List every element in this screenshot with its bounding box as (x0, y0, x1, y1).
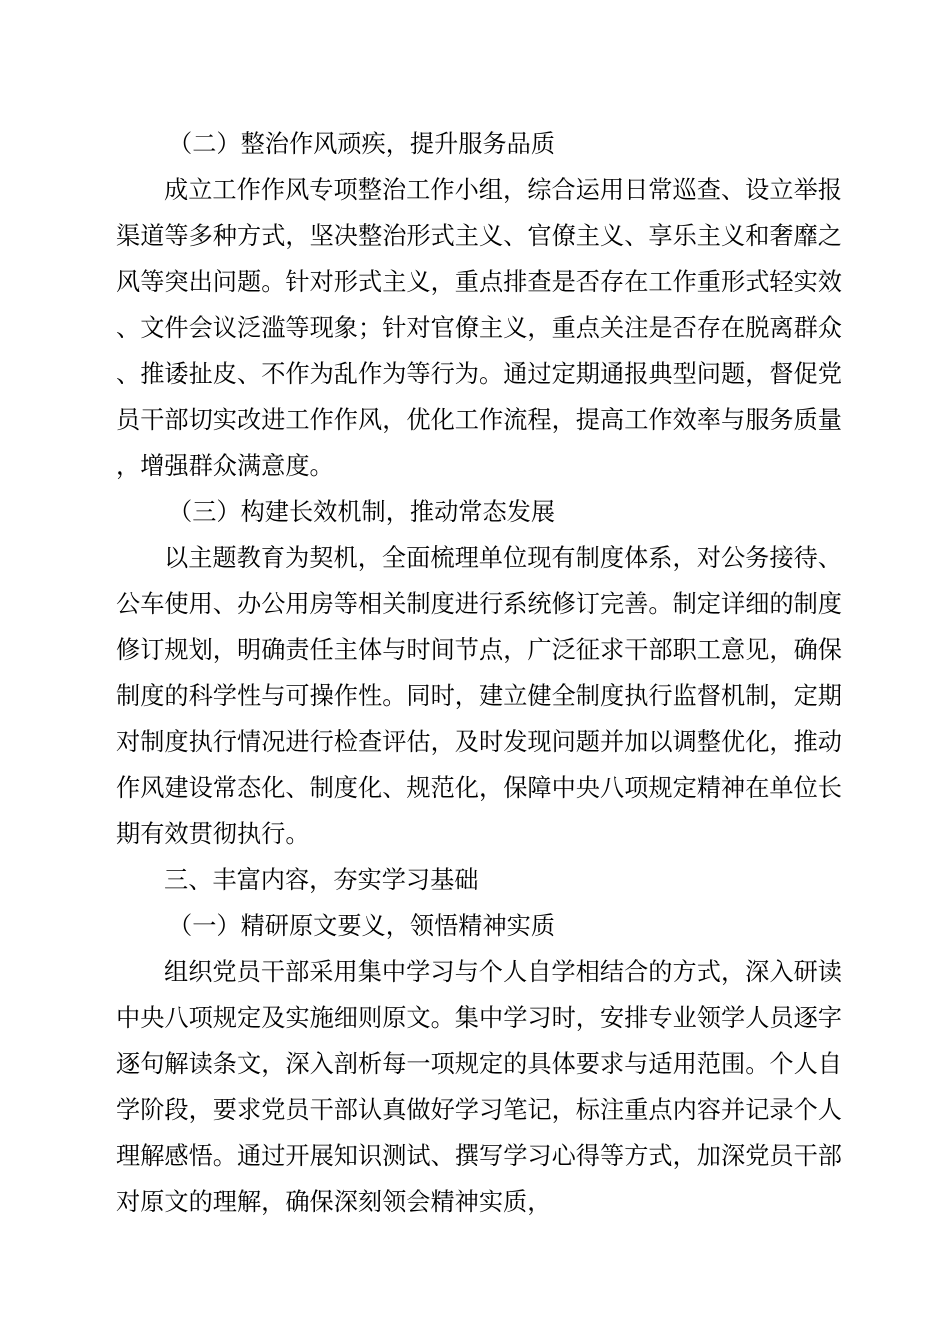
subheading-study-original-text: （一）精研原文要义，领悟精神实质 (168, 912, 556, 940)
paragraph-long-term-mechanism: 以主题教育为契机，全面梳理单位现有制度体系，对公务接待、公车使用、办公用房等相关制度进行系统修订完善。制定详细的制度修订规划，明确责任主体与时间节点，广泛征求干部职工意见，确保制度的科学性与可操作性。同时，建立健全制度执行监督机制，定期对制度执行情况进行检查评估，及时发现问题并加以调整优化，推动作风建设常态化、制度化、规范化，保障中央八项规定精神在单位长期有效贯彻执行。 (116, 544, 842, 848)
section-heading-enrich-content: 三、丰富内容，夯实学习基础 (164, 866, 479, 894)
paragraph-study-original-text: 组织党员干部采用集中学习与个人自学相结合的方式，深入研读中央八项规定及实施细则原文。集中学习时，安排专业领学人员逐字逐句解读条文，深入剖析每一项规定的具体要求与适用范围。个人自学阶段，要求党员干部认真做好学习笔记，标注重点内容并记录个人理解感悟。通过开展知识测试、撰写学习心得等方式，加深党员干部对原文的理解，确保深刻领会精神实质， (116, 958, 842, 1216)
paragraph-rectify-work-style: 成立工作作风专项整治工作小组，综合运用日常巡查、设立举报渠道等多种方式，坚决整治形式主义、官僚主义、享乐主义和奢靡之风等突出问题。针对形式主义，重点排查是否存在工作重形式轻实效、文件会议泛滥等现象；针对官僚主义，重点关注是否存在脱离群众、推诿扯皮、不作为乱作为等行为。通过定期通报典型问题，督促党员干部切实改进工作作风，优化工作流程，提高工作效率与服务质量，增强群众满意度。 (116, 176, 842, 480)
subheading-rectify-work-style: （二）整治作风顽疾，提升服务品质 (168, 130, 556, 158)
document-body (116, 121, 842, 1225)
subheading-long-term-mechanism: （三）构建长效机制，推动常态发展 (168, 498, 556, 526)
